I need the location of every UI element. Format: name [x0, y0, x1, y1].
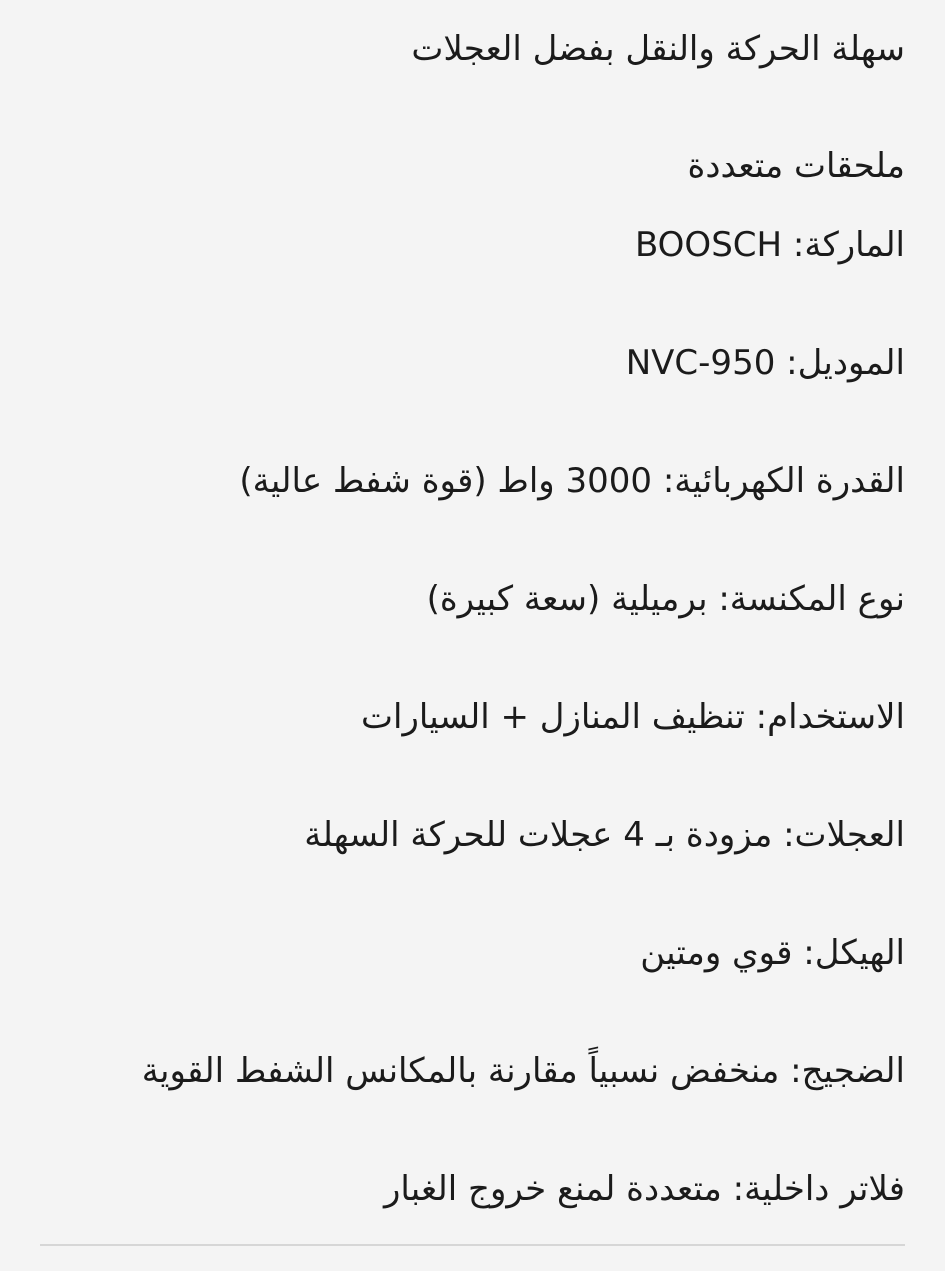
feature-line-accessories: ملحقات متعددة	[687, 146, 905, 186]
spec-model: الموديل: NVC-950	[625, 343, 905, 383]
spec-brand: الماركة: BOOSCH	[634, 225, 905, 265]
spec-noise: الضجيج: منخفض نسبياً مقارنة بالمكانس الشفط القوية	[141, 1051, 905, 1091]
spec-filters: فلاتر داخلية: متعددة لمنع خروج الغبار	[383, 1169, 905, 1209]
spec-power: القدرة الكهربائية: 3000 واط (قوة شفط عالية)	[239, 461, 905, 501]
spec-wheels: العجلات: مزودة بـ 4 عجلات للحركة السهلة	[304, 815, 905, 855]
feature-line-mobility: سهلة الحركة والنقل بفضل العجلات	[411, 29, 905, 69]
bottom-divider	[40, 1244, 905, 1246]
spec-type: نوع المكنسة: برميلية (سعة كبيرة)	[426, 579, 905, 619]
spec-body: الهيكل: قوي ومتين	[640, 933, 905, 973]
spec-usage: الاستخدام: تنظيف المنازل + السيارات	[361, 697, 905, 737]
